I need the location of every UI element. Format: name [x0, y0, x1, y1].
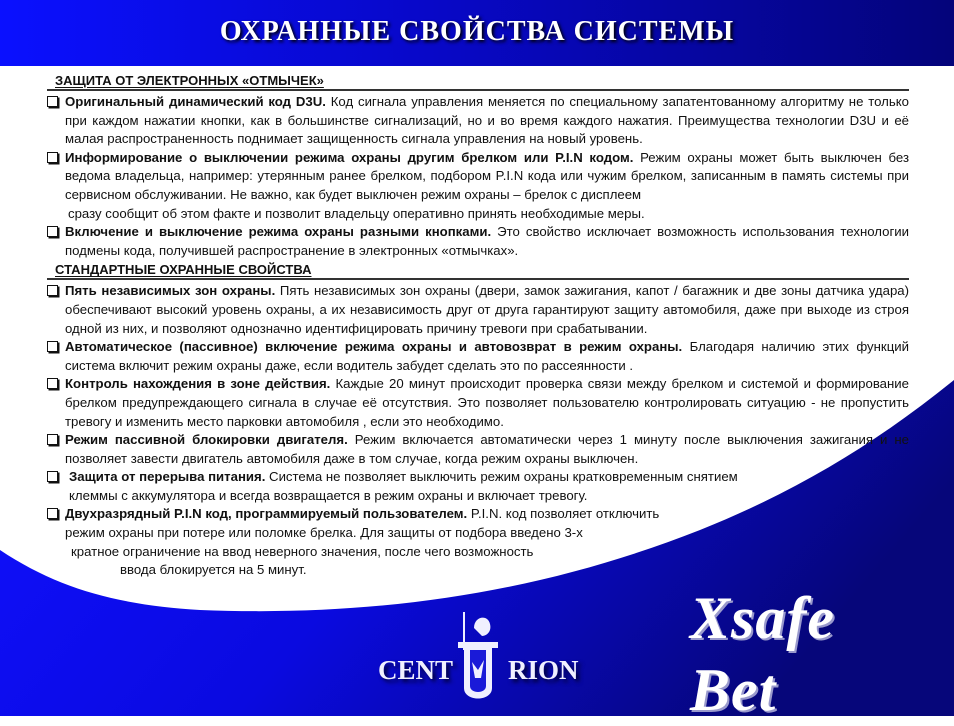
item-text-cont: клеммы с аккумулятора и всегда возвращается в режим охраны и включает тревогу. — [69, 487, 588, 503]
xsafe-bet-logo: Xsafe Bet — [690, 585, 835, 723]
item-heading: Включение и выключение режима охраны разными кнопками. — [65, 224, 492, 240]
item-text: Это свойство исключает возможность использования технологии подмены кода, получившей распространение в электронных «отмычках». — [65, 224, 909, 258]
checkbox-bullet-icon — [47, 152, 58, 163]
item-text: Код сигнала управления меняется по специальному запатентованному алгоритму не только при каждом нажатии кнопки, как в большинстве сигнализаций, но и во время каждого нажатия. Преимущества технологии D3U и её малая распространенность поднимает защищенность сигнала управления на новый уровень. — [65, 94, 909, 147]
page-title: ОХРАННЫЕ СВОЙСТВА СИСТЕМЫ — [219, 16, 735, 47]
list-item — [47, 505, 909, 579]
logo-text-right: RION — [508, 655, 579, 685]
item-text: Каждые 20 минут происходит проверка связи между брелком и системой и формирование брелком предупреждающего сигнала в случае её отсутствия. Это позволяет пользователю контролировать ситуацию - не пропустить тревогу и изменить место парковки автомобиля , если это необходимо. — [65, 376, 909, 429]
item-text: Режим включается автоматически через 1 минуту после выключения зажигания и не позволяет завести двигатель автомобиля даже в том случае, когда режим охраны выключен. — [65, 432, 909, 466]
header-banner — [0, 0, 954, 66]
list-item — [47, 468, 909, 505]
checkbox-bullet-icon — [47, 96, 58, 107]
item-text-cont: режим охраны при потере или поломке брелка. Для защиты от подбора введено 3-х — [65, 525, 583, 541]
list-item — [47, 93, 909, 149]
list-item — [47, 431, 909, 468]
item-heading: Защита от перерыва питания. — [69, 469, 266, 485]
checkbox-bullet-icon — [47, 226, 58, 237]
checkbox-bullet-icon — [47, 434, 58, 445]
logo-text-left: CENT — [378, 655, 454, 685]
checkbox-bullet-icon — [47, 471, 58, 482]
item-heading: Режим пассивной блокировки двигателя. — [65, 432, 348, 448]
item-heading: Двухразрядный P.I.N код, программируемый пользователем. — [65, 506, 468, 522]
item-text: Благодаря наличию этих функций система включит режим охраны даже, если водитель забудет сделать это по рассеянности . — [65, 339, 909, 373]
section-standard-properties — [47, 261, 909, 580]
checkbox-bullet-icon — [47, 341, 58, 352]
item-heading: Контроль нахождения в зоне действия. — [65, 376, 331, 392]
centurion-shield-icon — [448, 610, 508, 710]
checkbox-bullet-icon — [47, 508, 58, 519]
content-area — [47, 72, 909, 580]
list-item — [47, 338, 909, 375]
section-title: СТАНДАРТНЫЕ ОХРАННЫЕ СВОЙСТВА — [47, 261, 909, 280]
item-text-cont: ввода блокируется на 5 минут. — [120, 562, 307, 578]
list-item — [47, 282, 909, 338]
item-heading: Автоматическое (пассивное) включение режима охраны и автовозврат в режим охраны. — [65, 339, 683, 355]
section-electronic-protection — [47, 72, 909, 260]
list-item — [47, 223, 909, 260]
item-text: Система не позволяет выключить режим охраны кратковременным снятием — [265, 469, 738, 485]
list-item — [47, 375, 909, 431]
item-heading: Пять независимых зон охраны. — [65, 283, 276, 299]
item-heading: Оригинальный динамический код D3U. — [65, 94, 326, 109]
checkbox-bullet-icon — [47, 285, 58, 296]
section-title: ЗАЩИТА ОТ ЭЛЕКТРОННЫХ «ОТМЫЧЕК» — [47, 72, 909, 91]
centurion-logo — [378, 610, 588, 710]
item-heading: Информирование о выключении режима охраны другим брелком или P.I.N кодом. — [65, 149, 634, 165]
item-text-cont: кратное ограничение на ввод неверного значения, после чего возможность — [71, 543, 534, 559]
checkbox-bullet-icon — [47, 378, 58, 389]
item-text-cont: сразу сообщит об этом факте и позволит владельцу оперативно принять необходимые меры. — [68, 205, 645, 221]
item-text: P.I.N. код позволяет отключить — [467, 506, 660, 522]
item-text: Пять независимых зон охраны (двери, замок зажигания, капот / багажник и две зоны датчика удара) обеспечивают высокий уровень охраны, а их независимость друг от друга гарантируют защиту автомобиля, даже при выходе из строя одной из них, и позволяют однозначно идентифицировать причину тревоги при срабатывании. — [65, 283, 910, 336]
item-text: Режим охраны может быть выключен без ведома владельца, например: утерянным ранее брелком, подбором P.I.N кода или чужим брелком, записанным в память системы при сервисном обслуживании. Не важно, как будет выключен режим охраны – брелок с дисплеем — [65, 149, 910, 202]
list-item — [47, 149, 909, 223]
